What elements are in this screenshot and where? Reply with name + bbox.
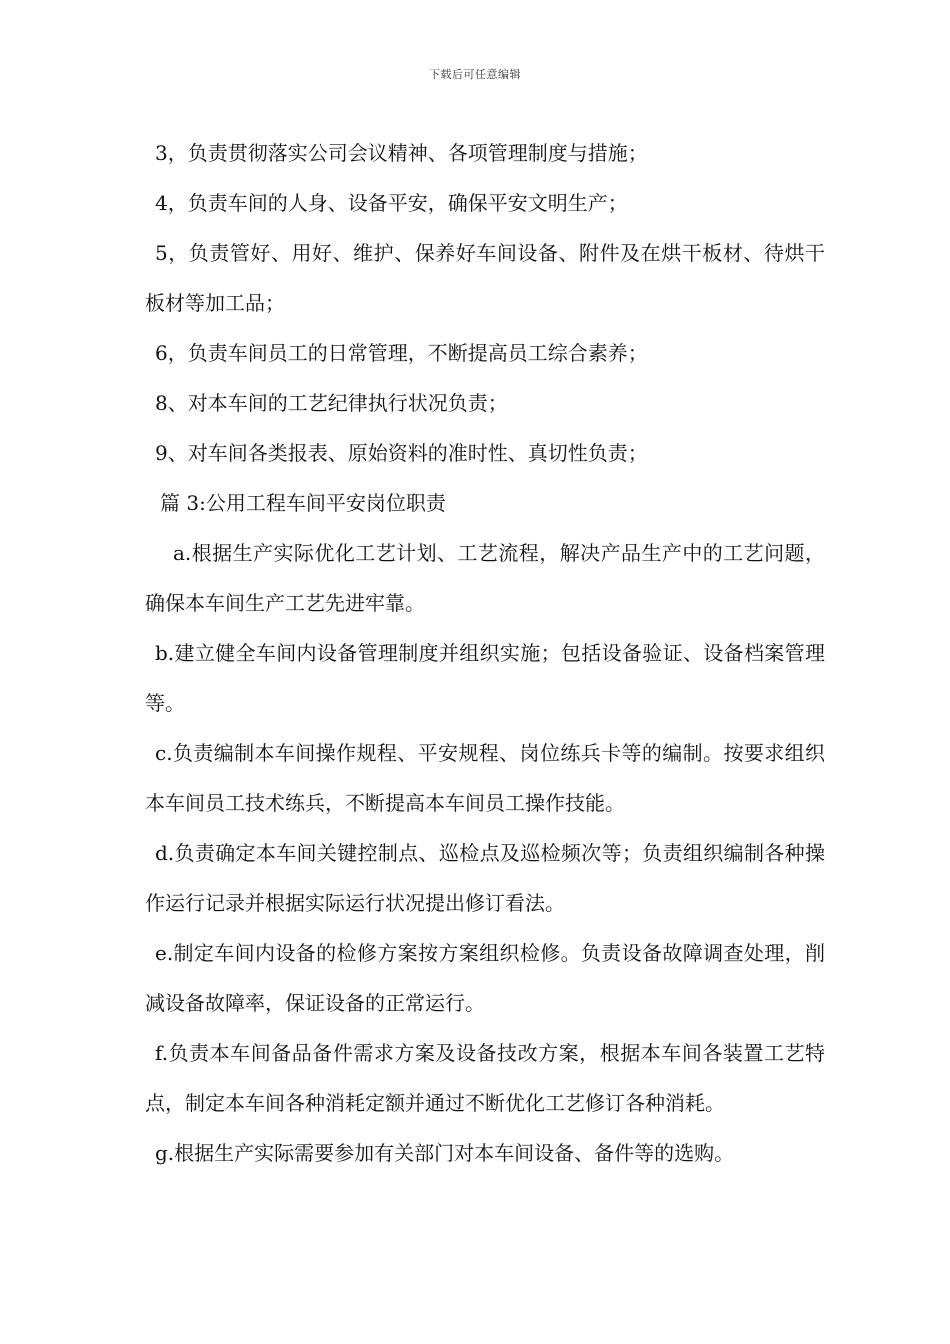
paragraph-item-5: 5，负责管好、用好、维护、保养好车间设备、附件及在烘干板材、待烘干板材等加工品；: [145, 241, 825, 315]
paragraph-item-a: a.根据生产实际优化工艺计划、工艺流程，解决产品生产中的工艺问题，确保本车间生产工艺先进牢靠。: [145, 541, 825, 615]
paragraph-item-g: g.根据生产实际需要参加有关部门对本车间设备、备件等的选购。: [155, 1141, 735, 1165]
paragraph-item-f: f.负责本车间备品备件需求方案及设备技改方案，根据本车间各装置工艺特点，制定本车间各种消耗定额并通过不断优化工艺修订各种消耗。: [145, 1041, 825, 1115]
document-body: [145, 128, 825, 1178]
paragraph-item-e: e.制定车间内设备的检修方案按方案组织检修。负责设备故障调查处理，削减设备故障率，保证设备的正常运行。: [145, 941, 825, 1015]
paragraph-item-3: 3，负责贯彻落实公司会议精神、各项管理制度与措施；: [155, 141, 648, 165]
paragraph-item-b: b.建立健全车间内设备管理制度并组织实施；包括设备验证、设备档案管理等。: [145, 641, 825, 715]
page-header: 下载后可任意编辑: [429, 68, 521, 81]
paragraph-item-4: 4，负责车间的人身、设备平安，确保平安文明生产；: [155, 191, 628, 215]
paragraph-item-9: 9、对车间各类报表、原始资料的准时性、真切性负责；: [155, 441, 648, 465]
paragraph-item-c: c.负责编制本车间操作规程、平安规程、岗位练兵卡等的编制。按要求组织本车间员工技术练兵，不断提高本车间员工操作技能。: [145, 741, 825, 815]
paragraph-item-6: 6，负责车间员工的日常管理，不断提高员工综合素养；: [155, 341, 648, 365]
paragraph-item-8: 8、对本车间的工艺纪律执行状况负责；: [155, 391, 508, 415]
paragraph-item-d: d.负责确定本车间关键控制点、巡检点及巡检频次等；负责组织编制各种操作运行记录并根据实际运行状况提出修订看法。: [145, 841, 825, 915]
section-heading: 篇 3:公用工程车间平安岗位职责: [160, 491, 446, 515]
